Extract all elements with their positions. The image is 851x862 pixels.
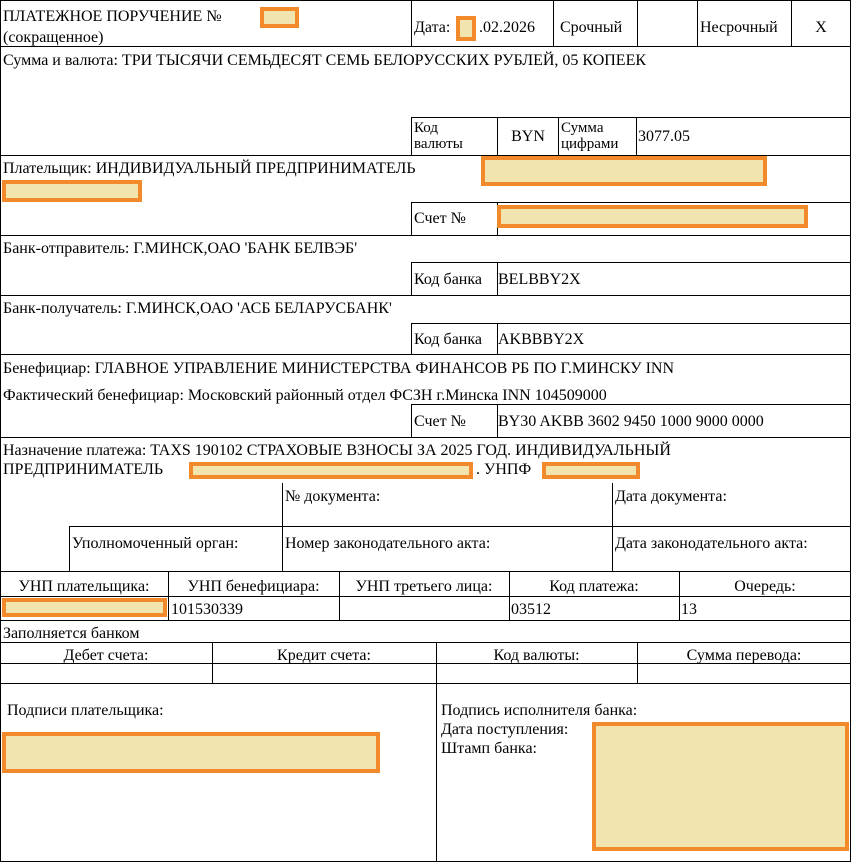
divider xyxy=(0,642,851,643)
frame-top xyxy=(0,0,851,1)
redacted-payer-name-cont xyxy=(2,180,142,202)
divider xyxy=(0,620,851,621)
redacted-document-number xyxy=(260,7,299,28)
divider xyxy=(0,683,851,684)
header-credit-account: Кредит счета: xyxy=(277,647,371,664)
divider xyxy=(411,0,412,46)
divider xyxy=(69,526,851,527)
authority-label: Уполномоченный орган: xyxy=(72,535,239,552)
amount-in-words: Сумма и валюта: ТРИ ТЫСЯЧИ СЕМЬДЕСЯТ СЕМЬ БЕЛОРУССКИХ РУБЛЕЙ, 05 КОПЕЕК xyxy=(3,52,647,69)
divider xyxy=(411,262,851,263)
queue-value: 13 xyxy=(681,601,697,618)
divider xyxy=(0,295,851,296)
divider xyxy=(411,202,851,203)
receipt-date-label: Дата поступления: xyxy=(441,721,569,738)
redacted-payer-name xyxy=(481,156,767,186)
payment-purpose: Назначение платежа: TAXS 190102 СТРАХОВЫЕ ВЗНОСЫ ЗА 2025 ГОД. ИНДИВИДУАЛЬНЫЙ xyxy=(3,442,671,459)
non-urgent-mark: X xyxy=(815,19,827,36)
beneficiary-account-label: Счет № xyxy=(414,413,466,430)
beneficiary-account: BY30 AKBB 3602 9450 1000 9000 0000 xyxy=(498,413,764,430)
payer-signatures-label: Подписи плательщика: xyxy=(7,702,164,719)
payment-code-value: 03512 xyxy=(511,601,551,618)
divider xyxy=(697,0,698,46)
redacted-purpose-name xyxy=(189,462,473,479)
currency-code-value: BYN xyxy=(511,128,545,145)
beneficiary: Бенефициар: ГЛАВНОЕ УПРАВЛЕНИЕ МИНИСТЕРСТВА ФИНАНСОВ РБ ПО Г.МИНСКУ INN xyxy=(3,360,675,377)
urgent-label: Срочный xyxy=(560,19,623,36)
redacted-payer-signature xyxy=(2,732,380,773)
divider xyxy=(0,354,851,355)
sum-digits-label-2: цифрами xyxy=(561,136,619,152)
divider xyxy=(411,202,412,235)
sender-bank-code: BELBBY2X xyxy=(498,271,581,288)
currency-code-label-2: валюты xyxy=(414,136,463,152)
divider xyxy=(0,596,851,597)
bank-stamp-label: Штамп банка: xyxy=(441,740,537,757)
receiver-bank-code-label: Код банка xyxy=(414,331,482,348)
payer-label: Плательщик: ИНДИВИДУАЛЬНЫЙ ПРЕДПРИНИМАТЕЛЬ xyxy=(3,160,416,177)
header-third-party-unp: УНП третьего лица: xyxy=(355,578,493,595)
divider xyxy=(411,262,412,295)
payment-purpose-cont: ПРЕДПРИНИМАТЕЛЬ xyxy=(3,461,164,478)
beneficiary-unp-value: 101530339 xyxy=(171,601,243,618)
divider xyxy=(0,571,851,572)
act-date-label: Дата законодательного акта: xyxy=(615,535,808,552)
divider xyxy=(636,117,637,155)
divider xyxy=(411,323,851,324)
document-title: ПЛАТЕЖНОЕ ПОРУЧЕНИЕ № xyxy=(3,8,222,25)
sum-digits-label: Сумма xyxy=(561,120,604,136)
divider xyxy=(637,0,638,46)
header-transfer-amount: Сумма перевода: xyxy=(686,647,802,664)
redacted-unp xyxy=(542,462,640,479)
divider xyxy=(553,0,554,46)
purpose-unp-label: . УНПФ xyxy=(476,461,532,478)
payer-account-label: Счет № xyxy=(414,210,466,227)
divider xyxy=(282,483,283,571)
non-urgent-label: Несрочный xyxy=(700,19,778,36)
header-debit-account: Дебет счета: xyxy=(63,647,149,664)
redacted-bank-stamp xyxy=(592,722,849,851)
divider xyxy=(0,437,851,438)
divider xyxy=(558,117,559,155)
receiver-bank: Банк-получатель: Г.МИНСК,ОАО 'АСБ БЕЛАРУСБАНК' xyxy=(3,300,392,317)
doc-number-label: № документа: xyxy=(285,488,381,505)
divider xyxy=(411,117,851,118)
divider xyxy=(69,526,70,571)
divider xyxy=(0,235,851,236)
bank-signature-label: Подпись исполнителя банка: xyxy=(441,702,638,719)
date-value: .02.2026 xyxy=(479,19,535,36)
sender-bank-code-label: Код банка xyxy=(414,271,482,288)
redacted-payer-unp xyxy=(2,598,167,617)
receiver-bank-code: AKBBBY2X xyxy=(498,331,585,348)
act-number-label: Номер законодательного акта: xyxy=(285,535,491,552)
frame-left xyxy=(0,0,1,862)
header-payer-unp: УНП плательщика: xyxy=(18,578,150,595)
divider xyxy=(436,683,437,862)
header-currency-code: Код валюты: xyxy=(493,647,580,664)
header-beneficiary-unp: УНП бенефициара: xyxy=(187,578,320,595)
redacted-date-day xyxy=(456,16,476,41)
doc-date-label: Дата документа: xyxy=(615,488,727,505)
divider xyxy=(612,483,613,571)
divider xyxy=(411,323,412,354)
actual-beneficiary: Фактический бенефициар: Московский районный отдел ФСЗН г.Минска INN 104509000 xyxy=(3,387,607,404)
bank-section-title: Заполняется банком xyxy=(3,625,140,642)
divider xyxy=(0,46,851,47)
divider xyxy=(411,117,412,155)
divider xyxy=(411,404,412,437)
redacted-payer-account xyxy=(497,205,808,228)
sum-digits-value: 3077.05 xyxy=(638,128,690,145)
date-label: Дата: xyxy=(414,19,451,36)
divider xyxy=(411,404,851,405)
currency-code-label: Код xyxy=(414,120,438,136)
sender-bank: Банк-отправитель: Г.МИНСК,ОАО 'БАНК БЕЛВЭБ' xyxy=(3,240,358,257)
header-queue: Очередь: xyxy=(734,578,796,595)
header-payment-code: Код платежа: xyxy=(549,578,639,595)
document-subtitle: (сокращенное) xyxy=(3,29,104,46)
